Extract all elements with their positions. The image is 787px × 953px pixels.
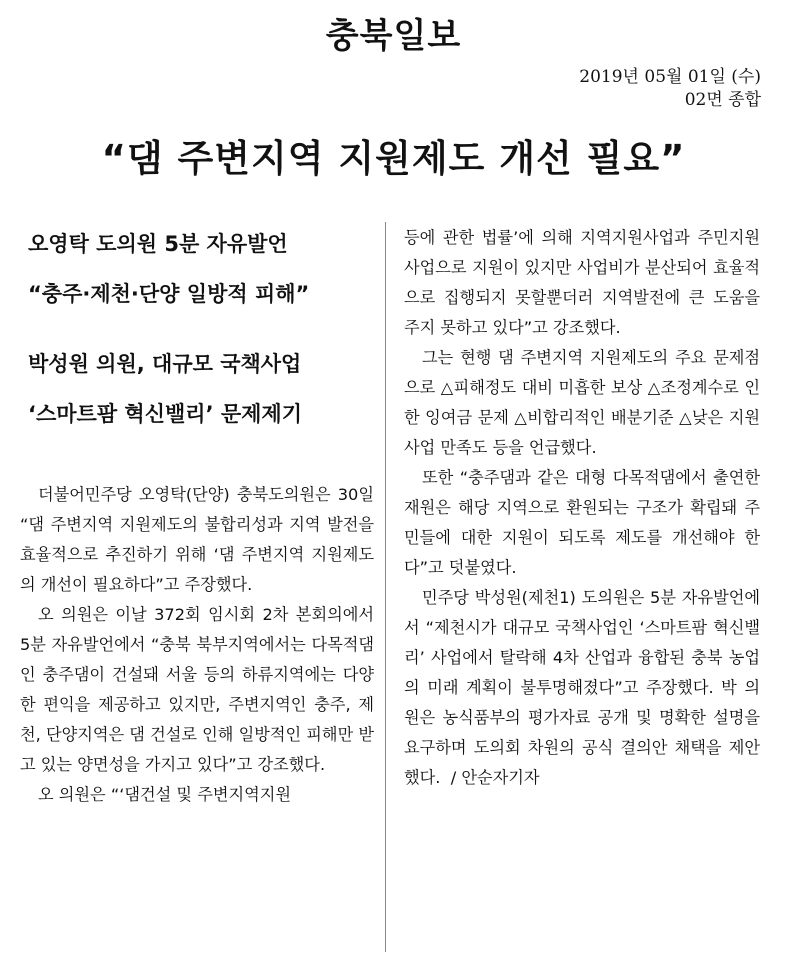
publication-date: 2019년 05월 01일 (수)	[579, 67, 761, 87]
page-section: 02면 종합	[684, 90, 761, 110]
paragraph	[404, 583, 760, 793]
dateline	[461, 66, 761, 112]
column-divider	[385, 222, 386, 952]
subheading-2: “충주·제천·단양 일방적 피해”	[28, 282, 310, 306]
newspaper-masthead: 충북일보	[325, 16, 462, 56]
paragraph-text: 민주당 박성원(제천1) 도의원은 5분 자유발언에서 “제천시가 대규모 국책사업인 ‘스마트팜 혁신밸리’ 사업에서 탈락해 4차 산업과 융합된 충북 농업의 미래 계획이 불투명해졌다”고 주장했다. 박 의원은 농식품부의 평가자료 공개 및 명확한 설명을 요구하며 도의회 차원의 공식 결의안 채택을 제안했다.	[404, 588, 760, 787]
article-column-right	[404, 223, 760, 793]
article-column-left	[20, 480, 374, 810]
subheading-4: ‘스마트팜 혁신밸리’ 문제제기	[28, 402, 303, 426]
subheading-1: 오영탁 도의원 5분 자유발언	[28, 232, 288, 256]
paragraph: 오 의원은 이날 372회 임시회 2차 본회의에서 5분 자유발언에서 “충북 북부지역에서는 다목적댐인 충주댐이 건설돼 서울 등의 하류지역에는 다양한 편익을 제공하고 있지만, 주변지역인 충주, 제천, 단양지역은 댐 건설로 인해 일방적인 피해만 받고 있는 양면성을 가지고 있다”고 강조했다.	[20, 605, 374, 774]
paragraph: 등에 관한 법률’에 의해 지역지원사업과 주민지원사업으로 지원이 있지만 사업비가 분산되어 효율적으로 집행되지 못할뿐더러 지역발전에 큰 도움을 주지 못하고 있다”고 강조했다.	[404, 228, 760, 337]
paragraph: 더불어민주당 오영탁(단양) 충북도의원은 30일 “댐 주변지역 지원제도의 불합리성과 지역 발전을 효율적으로 추진하기 위해 ‘댐 주변지역 지원제도의 개선이 필요하다”고 주장했다.	[20, 485, 374, 594]
paragraph: 오 의원은 “‘댐건설 및 주변지역지원	[38, 785, 292, 804]
article-headline: “댐 주변지역 지원제도 개선 필요”	[101, 137, 686, 180]
paragraph: 또한 “충주댐과 같은 대형 다목적댐에서 출연한 재원은 해당 지역으로 환원되는 구조가 확립돼 주민들에 대한 지원이 되도록 제도를 개선해야 한다”고 덧붙였다.	[404, 468, 760, 577]
byline: / 안순자기자	[450, 768, 540, 787]
subheading-3: 박성원 의원, 대규모 국책사업	[28, 352, 302, 376]
paragraph: 그는 현행 댐 주변지역 지원제도의 주요 문제점으로 △피해정도 대비 미흡한 보상 △조정계수로 인한 잉여금 문제 △비합리적인 배분기준 △낮은 지원사업 만족도 등을 언급했다.	[404, 348, 760, 457]
